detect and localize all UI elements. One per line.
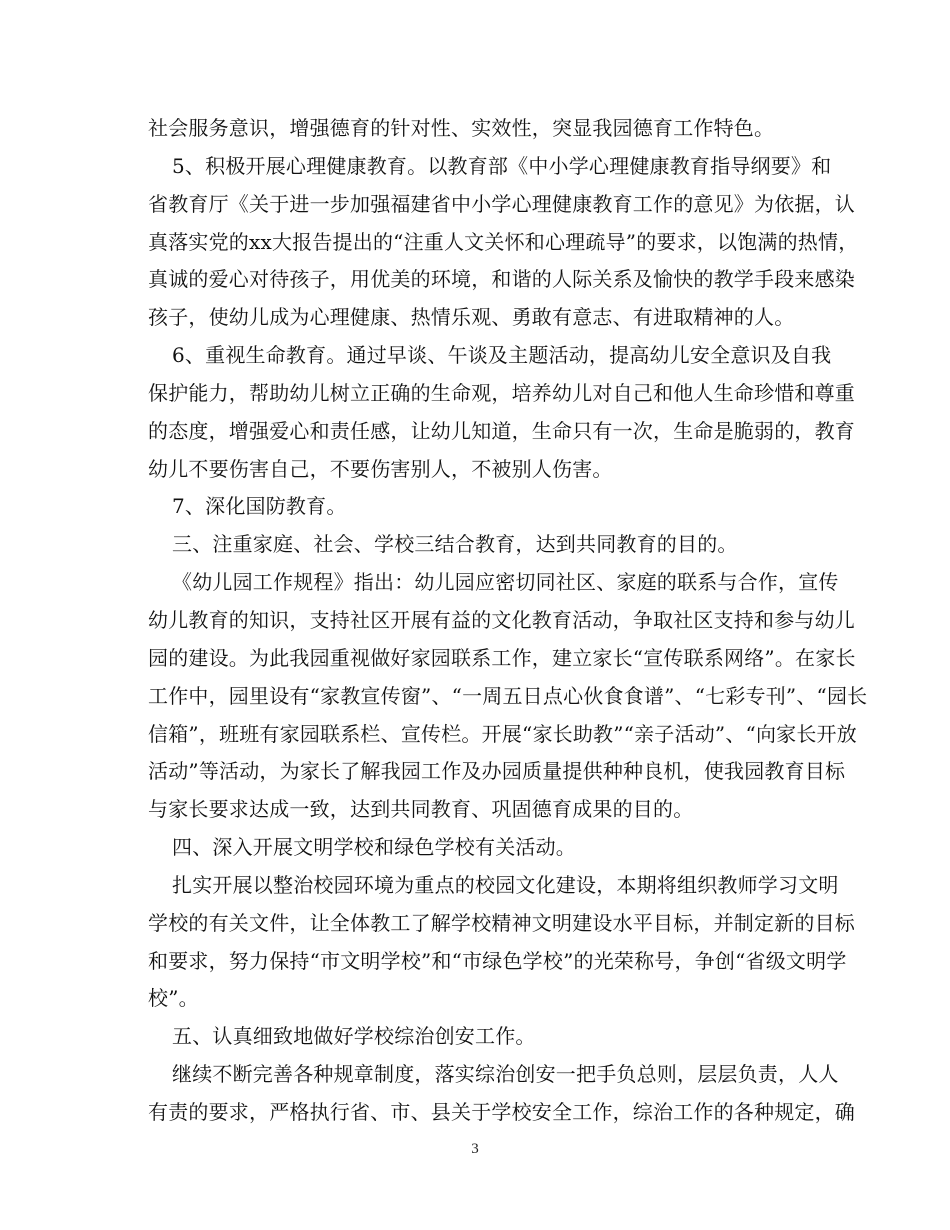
text-line: 社会服务意识，增强德育的针对性、实效性，突显我园德育工作特色。 <box>148 116 775 140</box>
text-line: 学校的有关文件，让全体教工了解学校精神文明建设水平目标，并制定新的目标 <box>148 911 855 935</box>
text-line: 6、重视生命教育。通过早谈、午谈及主题活动，提高幼儿安全意识及自我 <box>172 343 832 367</box>
text-line: 四、深入开展文明学校和绿色学校有关活动。 <box>172 835 576 859</box>
page-number: 3 <box>471 1141 479 1157</box>
text-line: 园的建设。为此我园重视做好家园联系工作，建立家长“宣传联系网络”。在家长 <box>148 646 856 670</box>
text-line: 孩子，使幼儿成为心理健康、热情乐观、勇敢有意志、有进取精神的人。 <box>148 305 795 329</box>
text-line: 保护能力，帮助幼儿树立正确的生命观，培养幼儿对自己和他人生命珍惜和尊重 <box>148 381 855 405</box>
text-line: 和要求，努力保持“市文明学校”和“市绿色学校”的光荣称号，争创“省级文明学 <box>148 949 847 973</box>
text-line: 继续不断完善各种规章制度，落实综治创安一把手负总则，层层负责，人人 <box>172 1062 839 1086</box>
text-line: 幼儿不要伤害自己，不要伤害别人，不被别人伤害。 <box>148 457 613 481</box>
text-line: 五、认真细致地做好学校综治创安工作。 <box>172 1024 536 1048</box>
text-line: 三、注重家庭、社会、学校三结合教育，达到共同教育的目的。 <box>172 532 738 556</box>
text-line: 信箱”，班班有家园联系栏、宣传栏。开展“家长助教”“亲子活动”、“向家长开放 <box>148 722 857 746</box>
text-line: 与家长要求达成一致，达到共同教育、巩固德育成果的目的。 <box>148 797 694 821</box>
text-line: 幼儿教育的知识，支持社区开展有益的文化教育活动，争取社区支持和参与幼儿 <box>148 608 855 632</box>
text-line: 的态度，增强爱心和责任感，让幼儿知道，生命只有一次，生命是脆弱的，教育 <box>148 419 855 443</box>
text-line: 有责的要求，严格执行省、市、县关于学校安全工作，综治工作的各种规定，确 <box>148 1100 855 1124</box>
text-line: 真落实党的xx大报告提出的“注重人文关怀和心理疏导”的要求，以饱满的热情， <box>148 230 859 254</box>
text-line: 《幼儿园工作规程》指出：幼儿园应密切同社区、家庭的联系与合作，宣传 <box>172 570 839 594</box>
text-line: 工作中，园里设有“家教宣传窗”、“一周五日点心伙食食谱”、“七彩专刊”、“园长 <box>148 684 868 708</box>
text-line: 校”。 <box>148 986 199 1010</box>
text-line: 活动”等活动，为家长了解我园工作及办园质量提供种种良机，使我园教育目标 <box>148 759 846 783</box>
text-line: 扎实开展以整治校园环境为重点的校园文化建设，本期将组织教师学习文明 <box>172 873 839 897</box>
text-line: 5、积极开展心理健康教育。以教育部《中小学心理健康教育指导纲要》和 <box>172 154 832 178</box>
text-line: 真诚的爱心对待孩子，用优美的环境，和谐的人际关系及愉快的教学手段来感染 <box>148 267 855 291</box>
text-line: 省教育厅《关于进一步加强福建省中小学心理健康教育工作的意见》为依据，认 <box>148 192 855 216</box>
text-line: 7、深化国防教育。 <box>172 494 347 518</box>
